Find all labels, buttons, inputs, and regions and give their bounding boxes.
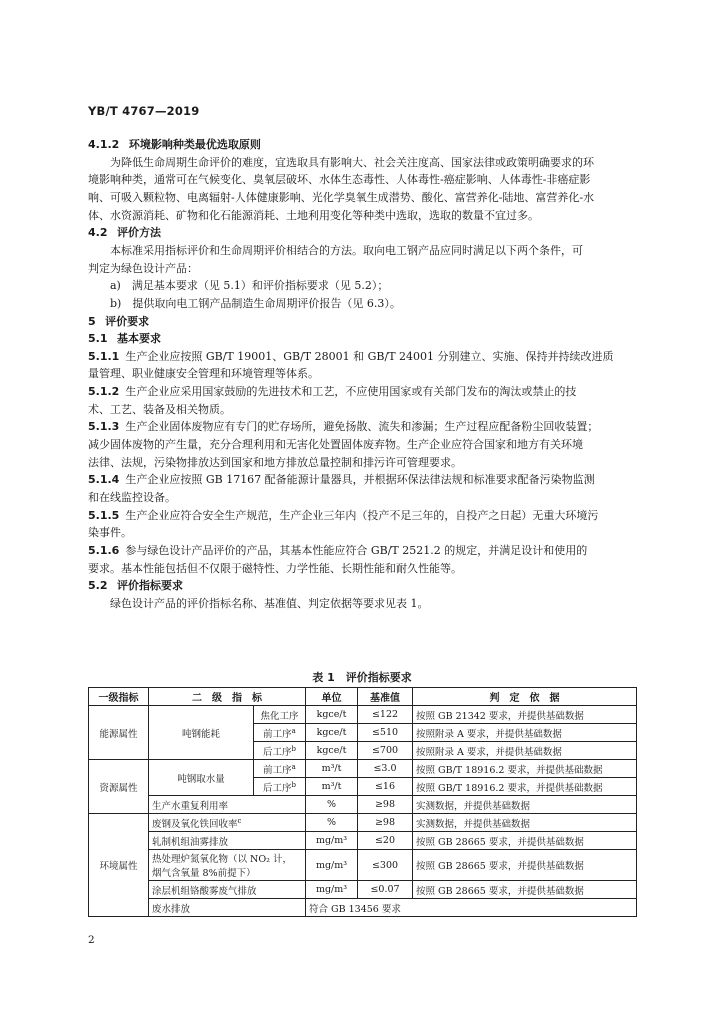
unit-cell: m³/t — [306, 760, 358, 778]
section-title: 评价指标要求 — [117, 579, 183, 593]
paragraph-line: 量管理、职业健康安全管理和环境管理等体系。 — [88, 367, 319, 381]
unit-cell: % — [306, 796, 358, 814]
numbered-clause — [88, 543, 636, 558]
numbered-clause — [88, 384, 636, 399]
unit-cell: mg/m³ — [306, 881, 358, 899]
list-item: a) 满足基本要求（见 5.1）和评价指标要求（见 5.2）； — [110, 279, 389, 293]
process-cell: 前工序$^a$ — [254, 724, 306, 742]
paragraph-line: 染事件。 — [88, 526, 132, 540]
table-row — [89, 899, 637, 917]
indicator-cell: 热处理炉氮氧化物（以 NO₂ 计， 烟气含氧量 8%前提下） — [149, 850, 306, 881]
clause-text: 生产企业应符合安全生产规范，生产企业三年内（投产不足三年的，自投产之日起）无重大环境污 — [125, 508, 599, 522]
section-title: 评价要求 — [105, 314, 150, 328]
footnote-mark: a — [291, 762, 296, 771]
section-title: 评价方法 — [117, 226, 161, 240]
basis-cell: 按照 GB/T 18916.2 要求，并提供基础数据 — [413, 778, 637, 796]
paragraph-line: 境影响种类，通常可在气候变化、臭氧层破坏、水体生态毒性、人体毒性-癌症影响、人体毒性-非癌症影 — [88, 173, 591, 187]
table-row — [89, 814, 637, 832]
unit-cell: m³/t — [306, 778, 358, 796]
header-cell: 基准值 — [358, 688, 413, 706]
section-heading — [88, 331, 636, 346]
footnote-mark: c — [237, 816, 242, 825]
indicator-cell: 吨钢能耗 — [149, 706, 254, 760]
basis-cell: 按照 GB 28665 要求，并提供基础数据 — [413, 881, 637, 899]
section-heading — [88, 225, 636, 240]
value-cell: ≤20 — [358, 832, 413, 850]
clause-text: 参与绿色设计产品评价的产品，其基本性能应符合 GB/T 2521.2 的规定，并满足设计和使用的 — [125, 543, 588, 557]
value-cell: ≤0.07 — [358, 881, 413, 899]
section-title: 环境影响种类最优选取原则 — [128, 138, 261, 151]
header-cell: 二 级 指 标 — [149, 688, 306, 706]
clause-text: 生产企业应采用国家鼓励的先进技术和工艺，不应使用国家或有关部门发布的淘汰或禁止的技 — [125, 385, 577, 399]
unit-cell: kgce/t — [306, 724, 358, 742]
unit-cell: kgce/t — [306, 706, 358, 724]
indicator-cell: 废钢及氧化铁回收率$^c$ — [149, 814, 306, 832]
clause-number: 5.1.3 — [88, 420, 120, 434]
numbered-clause — [88, 472, 636, 487]
process-cell: 前工序$^a$ — [254, 760, 306, 778]
page-number: 2 — [88, 934, 95, 946]
table-row — [89, 760, 637, 778]
section-number: 4.1.2 — [88, 138, 120, 151]
standard-code: YB/T 4767—2019 — [88, 104, 200, 118]
value-cell: ≥98 — [358, 814, 413, 832]
paragraph-line: 响、可吸入颗粒物、电离辐射-人体健康影响、光化学臭氧生成潜势、酸化、富营养化-陆地、富营养化-水 — [88, 190, 595, 204]
table-row — [89, 796, 637, 814]
basis-cell: 按照 GB 28665 要求，并提供基础数据 — [413, 832, 637, 850]
indicator-cell: 吨钢取水量 — [149, 760, 254, 796]
unit-cell: kgce/t — [306, 742, 358, 760]
clause-number: 5.1.1 — [88, 349, 120, 363]
evaluation-table — [88, 687, 637, 917]
clause-text: 生产企业固体废物应有专门的贮存场所，避免扬散、流失和渗漏；生产过程应配备粉尘回收装置； — [125, 420, 599, 434]
process-cell: 后工序$^b$ — [254, 742, 306, 760]
paragraph-line: 法律、法规，污染物排放达到国家和地方排放总量控制和排污许可管理要求。 — [88, 455, 462, 469]
footnote-mark: b — [291, 744, 296, 753]
basis-cell: 按照附录 A 要求，并提供基础数据 — [413, 724, 637, 742]
indicator-cell: 轧制机组油雾排放 — [149, 832, 306, 850]
section-heading — [88, 578, 636, 593]
basis-cell: 实测数据，并提供基础数据 — [413, 814, 637, 832]
clause-text: 生产企业应按照 GB 17167 配备能源计量器具，并根据环保法律法规和标准要求配备污染物监测 — [125, 473, 595, 487]
indicator-cell: 废水排放 — [149, 899, 306, 917]
clause-number: 5.1.4 — [88, 473, 120, 487]
paragraph-line: 减少固体废物的产生量，充分合理利用和无害化处置固体废弃物。生产企业应符合国家和地方有关环境 — [88, 438, 583, 452]
process-cell: 后工序$^b$ — [254, 778, 306, 796]
value-cell: ≤3.0 — [358, 760, 413, 778]
table-title: 表 1 评价指标要求 — [312, 671, 412, 684]
table-row — [89, 881, 637, 899]
numbered-clause — [88, 419, 636, 434]
table-header-row — [89, 688, 637, 706]
table-row — [89, 706, 637, 724]
paragraph-line: 本标准采用指标评价和生命周期评价相结合的方法。取向电工钢产品应同时满足以下两个条件，可 — [110, 243, 583, 257]
header-cell: 判 定 依 据 — [413, 688, 637, 706]
value-cell: ≤122 — [358, 706, 413, 724]
value-cell: ≤16 — [358, 778, 413, 796]
section-number: 5 — [88, 314, 96, 328]
unit-cell: % — [306, 814, 358, 832]
group-cell: 能源属性 — [89, 706, 149, 760]
header-cell: 一级指标 — [89, 688, 149, 706]
section-heading — [88, 314, 636, 329]
numbered-clause — [88, 349, 636, 364]
paragraph-line: 判定为绿色设计产品： — [88, 261, 198, 275]
section-number: 5.1 — [88, 332, 108, 346]
value-cell: ≥98 — [358, 796, 413, 814]
clause-number: 5.1.5 — [88, 508, 120, 522]
group-cell: 环境属性 — [89, 814, 149, 917]
value-cell: ≤510 — [358, 724, 413, 742]
clause-number: 5.1.2 — [88, 385, 120, 399]
indicator-cell: 生产水重复利用率 — [149, 796, 306, 814]
footnote-mark: b — [291, 780, 296, 789]
header-cell: 单位 — [306, 688, 358, 706]
group-cell: 资源属性 — [89, 760, 149, 814]
table-row — [89, 850, 637, 881]
list-item: b) 提供取向电工钢产品制造生命周期评价报告（见 6.3）。 — [110, 296, 401, 310]
paragraph-line: 为降低生命周期生命评价的难度，宜选取具有影响大、社会关注度高、国家法律或政策明确要求的环 — [110, 155, 594, 169]
basis-cell: 实测数据，并提供基础数据 — [413, 796, 637, 814]
basis-cell: 按照 GB 21342 要求，并提供基础数据 — [413, 706, 637, 724]
paragraph-line: 术、工艺、装备及相关物质。 — [88, 402, 231, 416]
basis-cell: 符合 GB 13456 要求 — [306, 899, 637, 917]
table-row — [89, 832, 637, 850]
unit-cell: mg/m³ — [306, 850, 358, 881]
footnote-mark: a — [291, 726, 296, 735]
section-heading — [88, 137, 636, 152]
paragraph-line: 和在线监控设备。 — [88, 491, 176, 504]
clause-text: 生产企业应按照 GB/T 19001、GB/T 28001 和 GB/T 24001 分别建立、实施、保持并持续改进质 — [125, 349, 614, 363]
clause-number: 5.1.6 — [88, 543, 120, 557]
value-cell: ≤700 — [358, 742, 413, 760]
section-title: 基本要求 — [117, 332, 161, 346]
value-cell: ≤300 — [358, 850, 413, 881]
section-number: 4.2 — [88, 226, 108, 240]
process-cell: 焦化工序 — [254, 706, 306, 724]
section-number: 5.2 — [88, 579, 108, 593]
basis-cell: 按照 GB 28665 要求，并提供基础数据 — [413, 850, 637, 881]
numbered-clause — [88, 508, 636, 523]
indicator-cell: 涂层机组铬酸雾废气排放 — [149, 881, 306, 899]
paragraph-line: 要求。基本性能包括但不仅限于磁特性、力学性能、长期性能和耐久性能等。 — [88, 561, 462, 575]
unit-cell: mg/m³ — [306, 832, 358, 850]
paragraph-line: 绿色设计产品的评价指标名称、基准值、判定依据等要求见表 1。 — [110, 596, 429, 610]
basis-cell: 按照附录 A 要求，并提供基础数据 — [413, 742, 637, 760]
basis-cell: 按照 GB/T 18916.2 要求，并提供基础数据 — [413, 760, 637, 778]
paragraph-line: 体、水资源消耗、矿物和化石能源消耗、土地利用变化等种类中选取，选取的数量不宜过多。 — [88, 208, 539, 222]
